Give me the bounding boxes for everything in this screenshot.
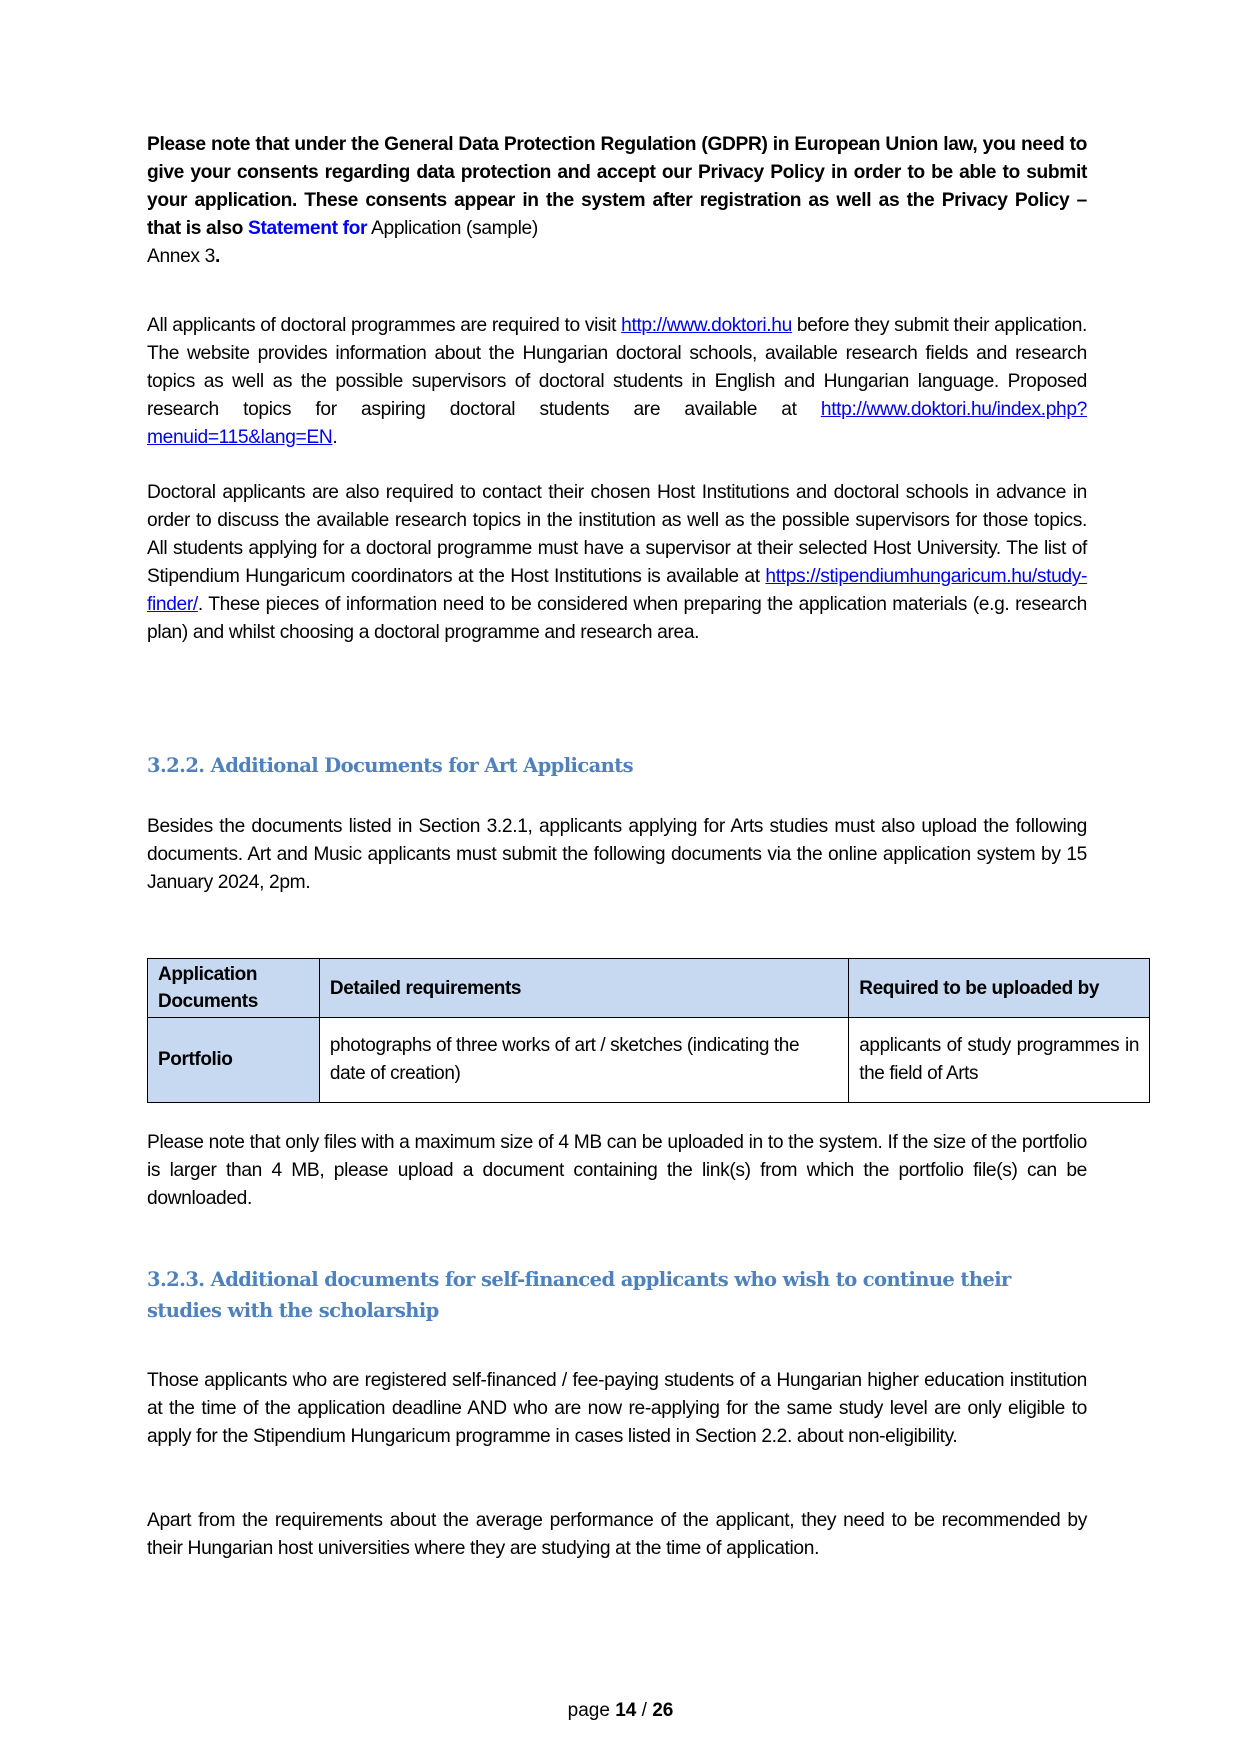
section-322-heading: 3.2.2. Additional Documents for Art Applicants xyxy=(147,754,633,777)
section-322-intro: Besides the documents listed in Section 3.2.1, applicants applying for Arts studies must also upload the following documents. Art and Music applicants must submit the following documents via the online application system by 15 January 2024, 2pm. xyxy=(147,816,1087,893)
section-323-paragraph-1: Those applicants who are registered self-financed / fee-paying students of a Hungarian higher education institution at the time of the application deadline AND who are now re-applying for the same study level are only eligible to apply for the Stipendium Hungaricum programme in cases listed in Section 2.2. about non-eligibility. xyxy=(147,1370,1087,1447)
table-cell-requirement: photographs of three works of art / sketches (indicating the date of creation) xyxy=(319,1018,848,1103)
table-header-row xyxy=(148,959,1150,1018)
contact-paragraph xyxy=(147,479,1087,647)
contact-text-2: . These pieces of information need to be considered when preparing the application materials (e.g. research plan) and whilst choosing a doctoral programme and research area. xyxy=(147,594,1087,643)
table-cell-uploaded-by: applicants of study programmes in the field of Arts xyxy=(849,1018,1150,1103)
section-323-heading: 3.2.3. Additional documents for self-financed applicants who wish to continue their studies with the scholarship xyxy=(147,1268,1011,1322)
doktori-link[interactable]: http://www.doktori.hu xyxy=(621,315,792,336)
total-pages: 26 xyxy=(652,1700,674,1721)
doktori-paragraph xyxy=(147,312,1087,452)
doktori-text-3: . xyxy=(332,427,338,448)
table-header-cell: Detailed requirements xyxy=(319,959,848,1018)
annex-text: Annex 3 xyxy=(147,246,215,267)
table-header-cell: Application Documents xyxy=(148,959,320,1018)
contact-text-1: Doctoral applicants are also required to contact their chosen Host Institutions and doctoral schools in advance in order to discuss the available research topics in the institution as well as the possible supervisors for those topics. All students applying for a doctoral programme must have a supervisor at their selected Host University. The list of Stipendium Hungaricum coordinators at the Host Institutions is available at xyxy=(147,482,1087,587)
doktori-topics-link[interactable]: http://www.doktori.hu/index.php?menuid=115&lang=EN xyxy=(147,399,1087,448)
gdpr-notice-plain: Application (sample) xyxy=(367,218,538,239)
table-row xyxy=(148,1018,1150,1103)
page-separator: / xyxy=(636,1700,653,1721)
annex-period: . xyxy=(214,246,220,267)
section-323-paragraph-2: Apart from the requirements about the average performance of the applicant, they need to be recommended by their Hungarian host universities where they are studying at the time of application. xyxy=(147,1510,1087,1559)
page-number-footer xyxy=(0,1700,1241,1722)
table-header-cell: Required to be uploaded by xyxy=(849,959,1150,1018)
doktori-text-1: All applicants of doctoral programmes are required to visit xyxy=(147,315,622,336)
page-label: page xyxy=(567,1700,616,1721)
table-cell-document: Portfolio xyxy=(148,1018,320,1103)
statement-for-highlight: Statement for xyxy=(248,218,368,239)
doktori-text-2: before they submit their application. The website provides information about the Hungarian doctoral schools, available research fields and research topics as well as the possible supervisors of doctoral students in English and Hungarian language. Proposed research topics for aspiring doctoral students are available at xyxy=(147,315,1088,420)
art-documents-table xyxy=(147,958,1150,1103)
gdpr-notice-bold: Please note that under the General Data Protection Regulation (GDPR) in European Union law, you need to give your consents regarding data protection and accept our Privacy Policy in order to be able to submit your application. These consents appear in the system after registration as well as the Privacy Policy – that is also xyxy=(147,134,1087,239)
study-finder-link[interactable]: https://stipendiumhungaricum.hu/study-finder/ xyxy=(147,566,1087,615)
gdpr-notice xyxy=(147,131,1087,271)
current-page: 14 xyxy=(615,1700,637,1721)
portfolio-size-note: Please note that only files with a maximum size of 4 MB can be uploaded in to the system. If the size of the portfolio is larger than 4 MB, please upload a document containing the link(s) from which the portfolio file(s) can be downloaded. xyxy=(147,1132,1087,1209)
